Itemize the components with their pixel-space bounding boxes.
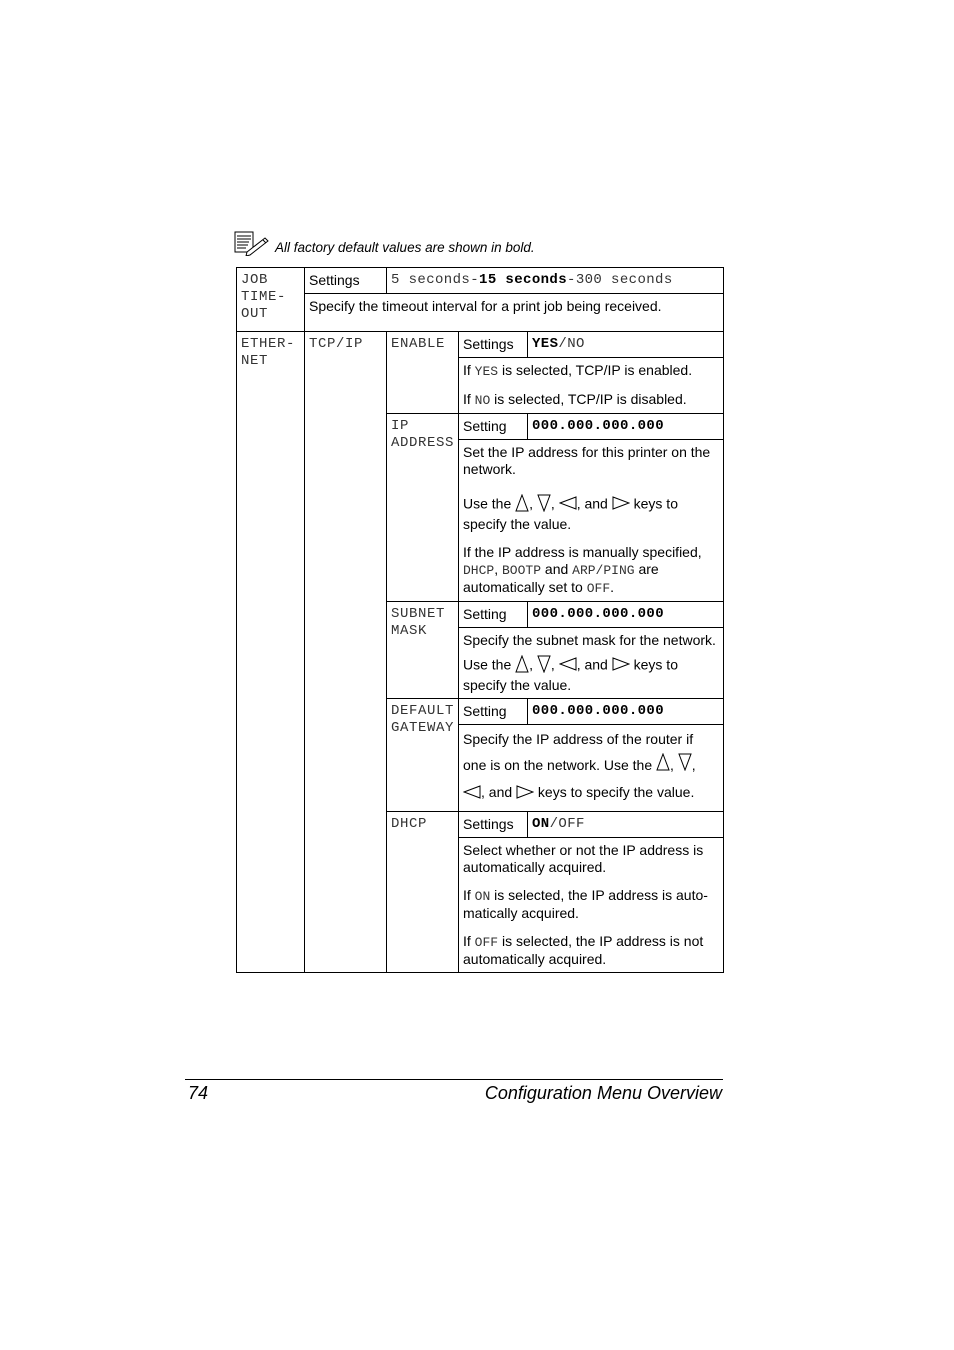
left-arrow-icon bbox=[559, 657, 577, 675]
subnet-mask-value: 000.000.000.000 bbox=[528, 602, 724, 628]
dhcp-description: Select whether or not the IP address is automatically acquired. If ON is selected, the IP address is auto-matically acquired. If OFF is selected, the IP address is not automatically acquired. bbox=[459, 837, 724, 972]
menu-job-timeout: JOB TIME- OUT bbox=[237, 268, 305, 332]
down-arrow-icon bbox=[537, 494, 551, 516]
footer-title: Configuration Menu Overview bbox=[484, 1083, 722, 1103]
dhcp-value: ON/OFF bbox=[528, 811, 724, 837]
right-arrow-icon bbox=[612, 657, 630, 675]
item-dhcp: DHCP bbox=[387, 811, 459, 972]
left-arrow-icon bbox=[463, 781, 481, 807]
enable-value: YES/NO bbox=[528, 332, 724, 358]
row-job-timeout bbox=[237, 268, 724, 294]
row-enable bbox=[237, 332, 724, 358]
ip-address-description: Set the IP address for this printer on the network. Use the , , , and keys to specify the value. If the IP address is manually specified, DHCP, BOOTP and ARP/PING are automatically set to OFF. bbox=[459, 440, 724, 602]
note-pencil-icon bbox=[233, 230, 269, 256]
down-arrow-icon bbox=[537, 655, 551, 677]
dhcp-settings-label: Settings bbox=[459, 811, 528, 837]
subnet-mask-description: Specify the subnet mask for the network. Use the , , , and keys to specify the value. bbox=[459, 628, 724, 699]
item-subnet-mask: SUBNET MASK bbox=[387, 602, 459, 699]
gateway-setting-label: Setting bbox=[459, 699, 528, 725]
settings-label: Settings bbox=[305, 268, 387, 294]
left-arrow-icon bbox=[559, 496, 577, 514]
note bbox=[233, 230, 535, 256]
job-timeout-description: Specify the timeout interval for a print job being received. bbox=[305, 294, 724, 332]
subnet-setting-label: Setting bbox=[459, 602, 528, 628]
note-text: All factory default values are shown in bold. bbox=[275, 240, 535, 255]
item-enable: ENABLE bbox=[387, 332, 459, 414]
footer-rule bbox=[185, 1079, 723, 1080]
default-gateway-description: Specify the IP address of the router if one is on the network. Use the , , , and keys to specify the value. bbox=[459, 725, 724, 812]
right-arrow-icon bbox=[516, 781, 534, 807]
default-gateway-value: 000.000.000.000 bbox=[528, 699, 724, 725]
up-arrow-icon bbox=[515, 655, 529, 677]
row-job-timeout-desc bbox=[237, 294, 724, 332]
down-arrow-icon bbox=[678, 753, 692, 779]
ip-address-value: 000.000.000.000 bbox=[528, 414, 724, 440]
item-ip-address: IP ADDRESS bbox=[387, 414, 459, 602]
menu-ethernet: ETHER- NET bbox=[237, 332, 305, 973]
config-menu-table bbox=[236, 267, 724, 973]
up-arrow-icon bbox=[515, 494, 529, 516]
ip-setting-label: Setting bbox=[459, 414, 528, 440]
enable-description: If YES is selected, TCP/IP is enabled. If NO is selected, TCP/IP is disabled. bbox=[459, 358, 724, 414]
submenu-tcp-ip: TCP/IP bbox=[305, 332, 387, 973]
job-timeout-value: 5 seconds-15 seconds-300 seconds bbox=[387, 268, 724, 294]
enable-settings-label: Settings bbox=[459, 332, 528, 358]
page-number: 74 bbox=[188, 1083, 209, 1103]
up-arrow-icon bbox=[656, 753, 670, 779]
right-arrow-icon bbox=[612, 496, 630, 514]
item-default-gateway: DEFAULT GATEWAY bbox=[387, 699, 459, 812]
